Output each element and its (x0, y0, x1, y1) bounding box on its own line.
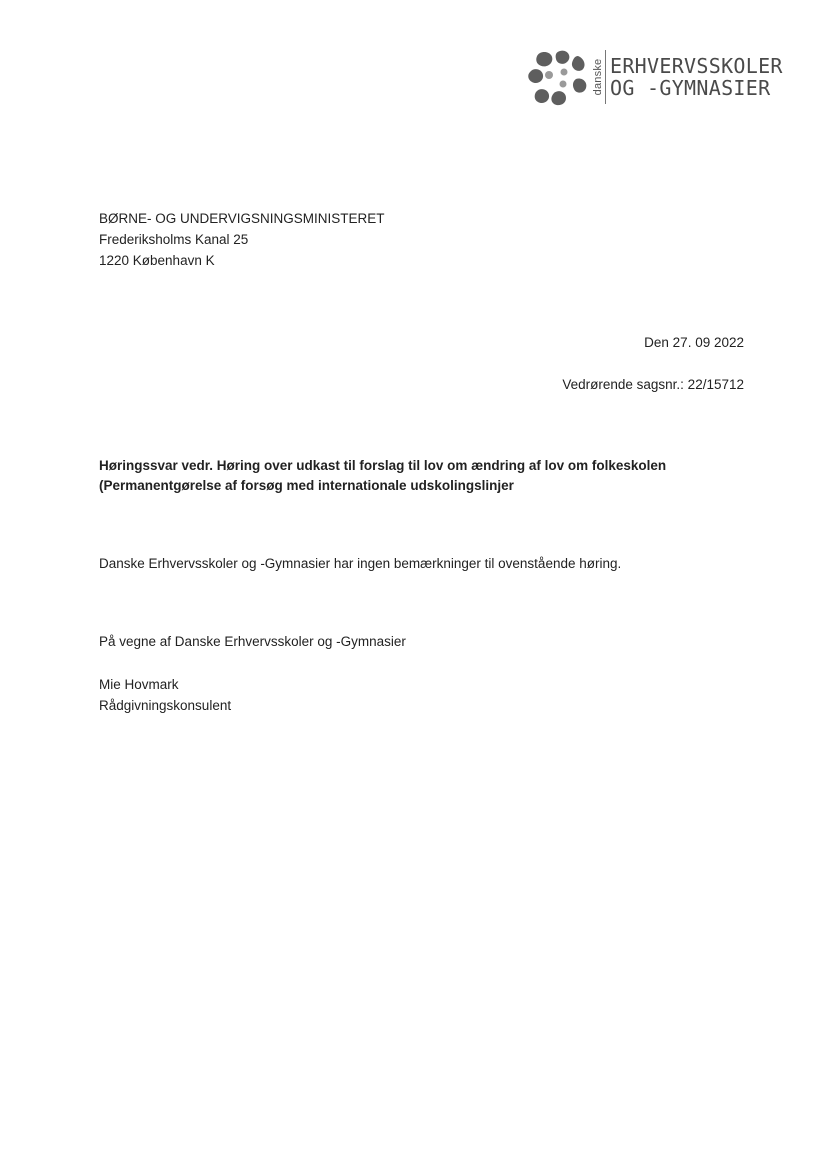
logo-line-1: ERHVERVSSKOLER (610, 54, 783, 78)
logo-vertical-label (590, 51, 606, 103)
recipient-address (99, 208, 385, 271)
recipient-city: 1220 København K (99, 253, 215, 268)
letter-subject (99, 456, 666, 496)
signer-title: Rådgivningskonsulent (99, 698, 232, 713)
organization-logo (526, 48, 783, 110)
subject-line-2: (Permanentgørelse af forsøg med internationale udskolingslinjer (99, 478, 514, 493)
logo-mark-icon (526, 48, 594, 110)
signature-block (99, 674, 231, 716)
case-reference: Vedrørende sagsnr.: 22/15712 (562, 377, 744, 392)
letter-closing: På vegne af Danske Erhvervsskoler og -Gymnasier (99, 634, 406, 649)
logo-divider (605, 50, 606, 104)
subject-line-1: Høringssvar vedr. Høring over udkast til forslag til lov om ændring af lov om folkeskolen (99, 458, 667, 473)
logo-vertical-text: danske (592, 58, 604, 96)
signer-name: Mie Hovmark (99, 677, 179, 692)
logo-line-2: OG -GYMNASIER (610, 76, 771, 100)
letter-body: Danske Erhvervsskoler og -Gymnasier har ingen bemærkninger til ovenstående høring. (99, 556, 622, 571)
recipient-street: Frederiksholms Kanal 25 (99, 232, 249, 247)
letter-date: Den 27. 09 2022 (644, 335, 744, 350)
recipient-name: BØRNE- OG UNDERVIGSNINGSMINISTERET (99, 211, 385, 226)
